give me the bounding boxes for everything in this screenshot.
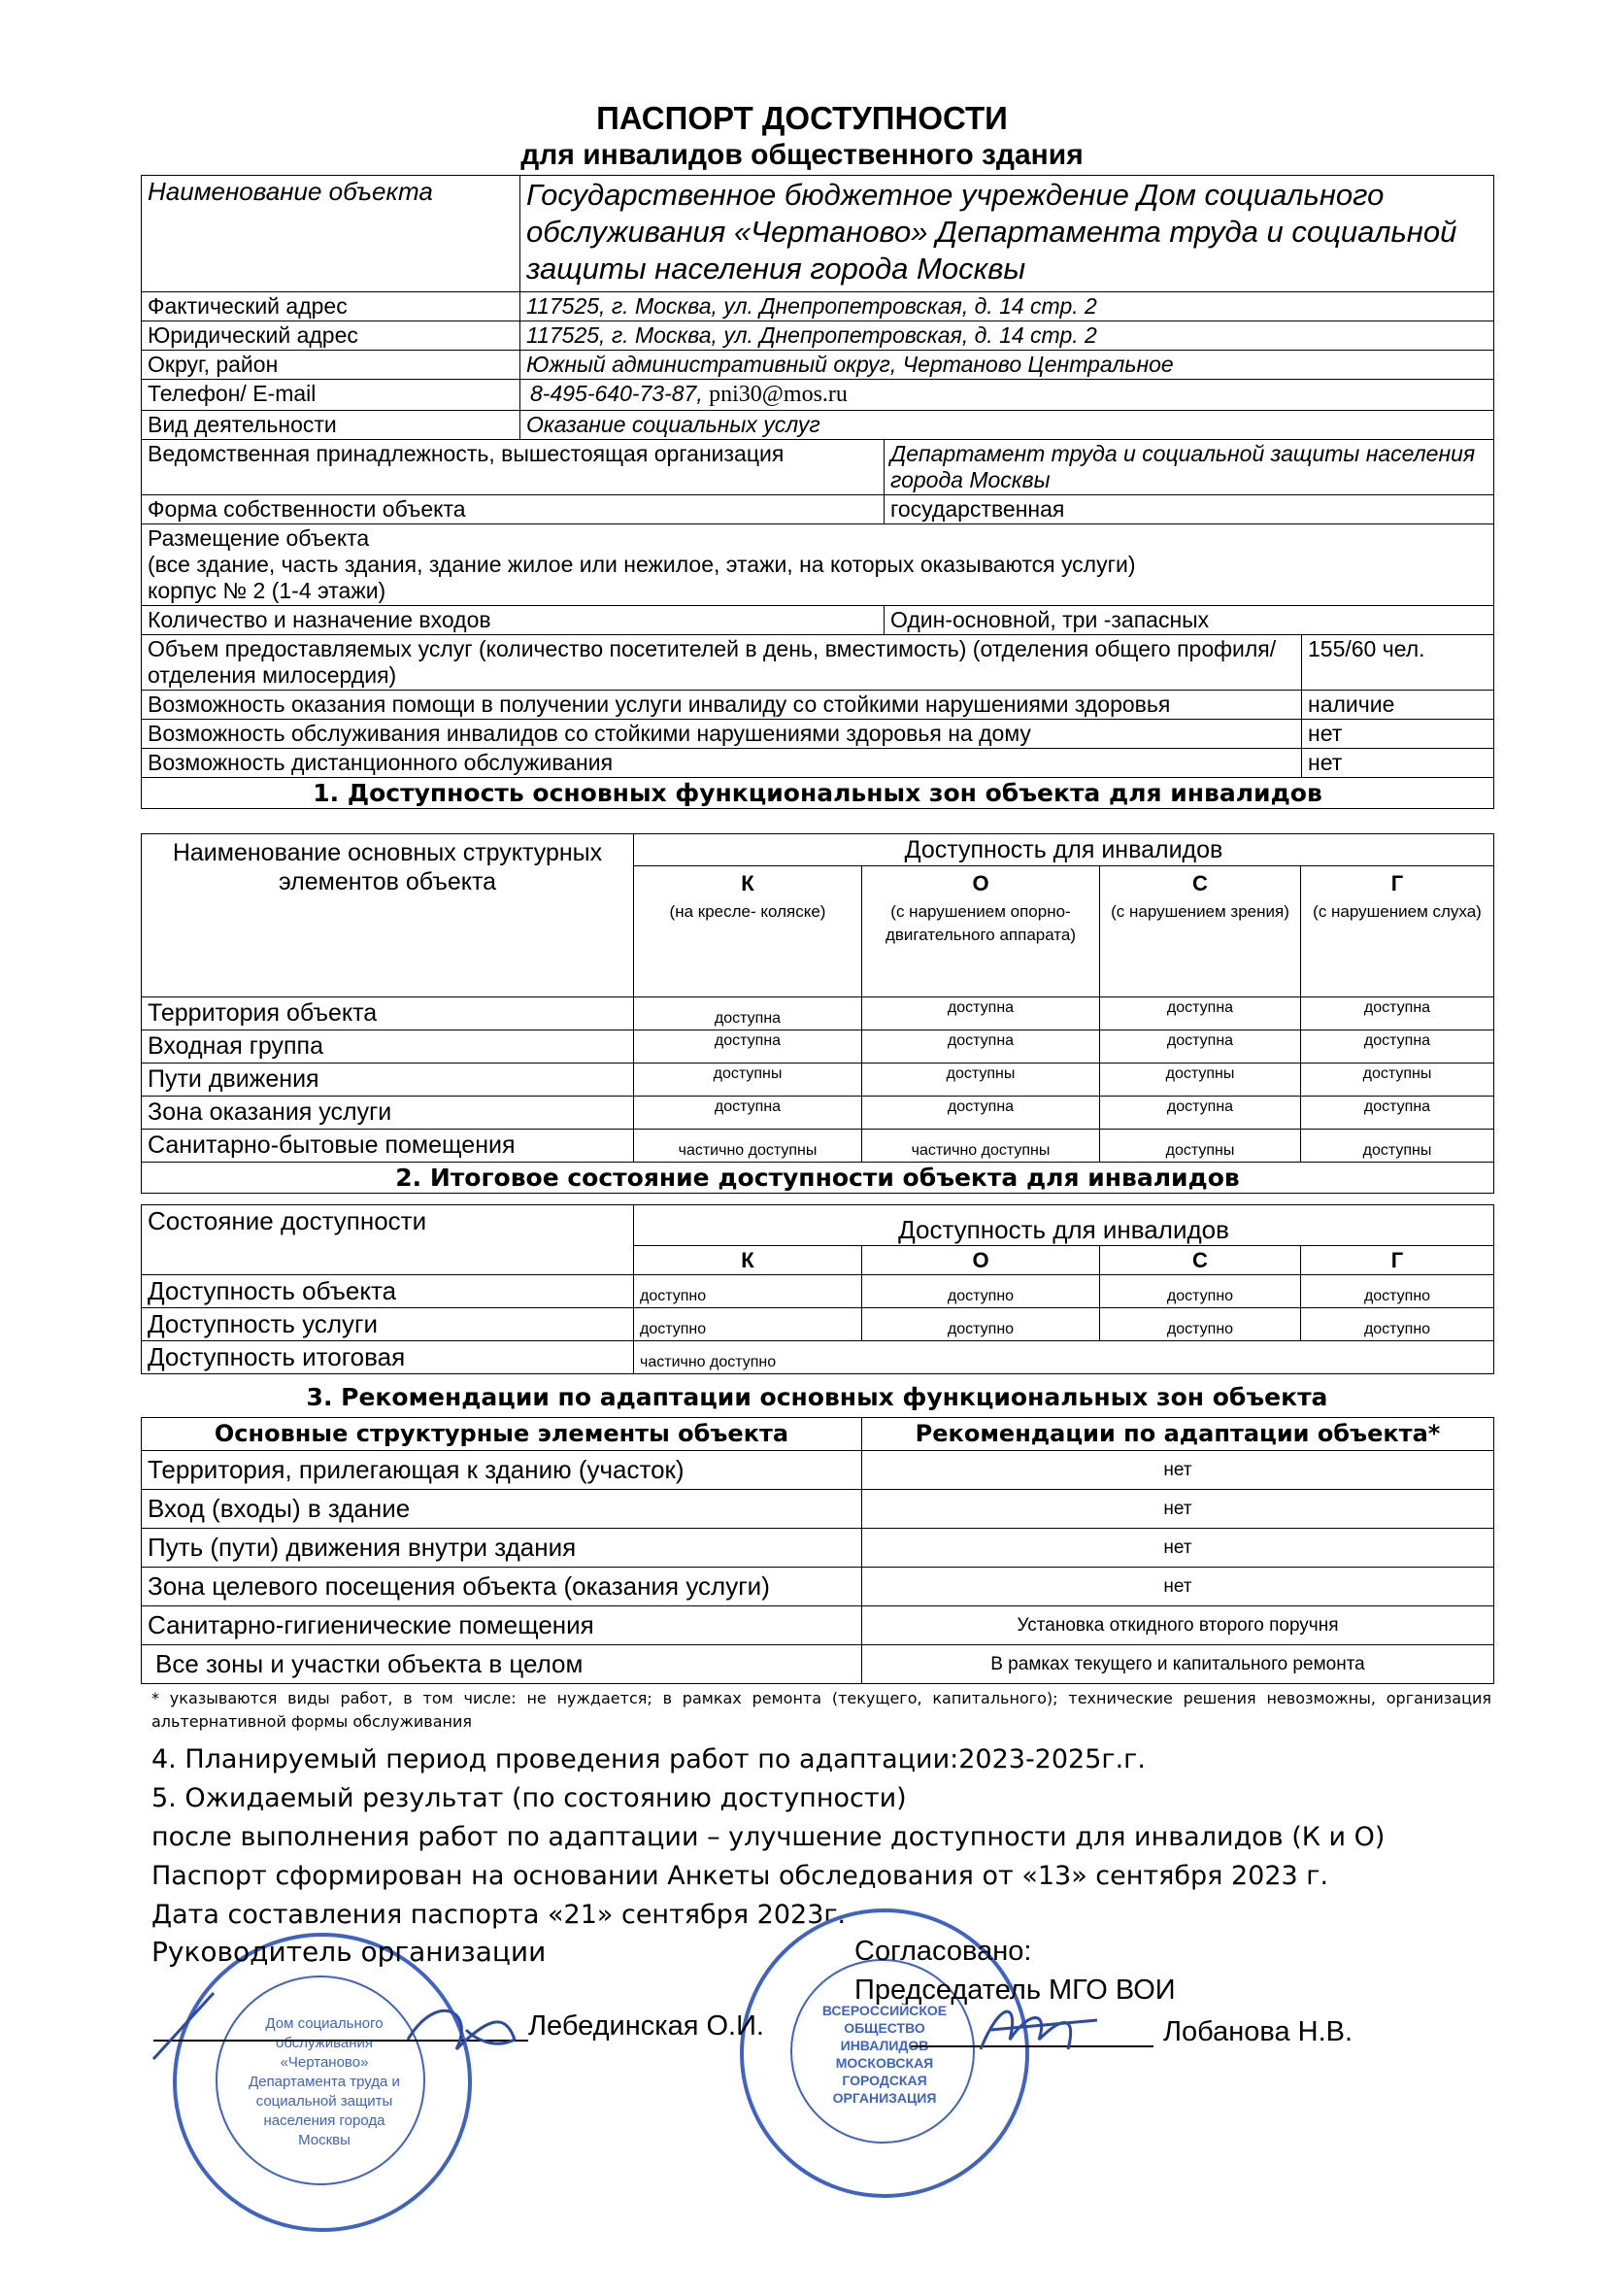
row-value: нет	[862, 1568, 1494, 1606]
row-value: Установка откидного второго поручня	[862, 1606, 1494, 1645]
category-g	[1301, 866, 1494, 997]
row-value: доступно	[1100, 1275, 1301, 1308]
row-name: Зона оказания услуги	[142, 1097, 634, 1130]
row-value: нет	[862, 1490, 1494, 1529]
table-row	[142, 1645, 1494, 1684]
table-row	[142, 1130, 1494, 1163]
section3-col-elements: Основные структурные элементы объекта	[142, 1418, 862, 1451]
row-value: доступно	[1301, 1308, 1494, 1341]
row-value: доступна	[634, 1097, 862, 1130]
right-signer-name: Лобанова Н.В.	[1163, 2016, 1353, 2047]
row-value: доступны	[862, 1064, 1100, 1097]
actual-address-label: Фактический адрес	[142, 292, 520, 321]
object-name-label: Наименование объекта	[142, 176, 520, 292]
category-letter: О	[972, 871, 989, 895]
letter-g: Г	[1301, 1246, 1494, 1275]
document-title: ПАСПОРТ ДОСТУПНОСТИ	[596, 100, 1008, 136]
row-value: частично доступны	[862, 1130, 1100, 1163]
row-name: Территория объекта	[142, 997, 634, 1030]
actual-address-value: 117525, г. Москва, ул. Днепропетровская, д. 14 стр. 2	[520, 292, 1494, 321]
volume-label: Объем предоставляемых услуг (количество посетителей в день, вместимость) (отделения общего профиля/ отделения милосердия)	[142, 635, 1302, 691]
category-desc: (с нарушением опорно-двигательного аппарата)	[885, 902, 1077, 944]
row-name: Доступность объекта	[142, 1275, 634, 1308]
category-s	[1100, 866, 1301, 997]
placement-block	[142, 524, 1494, 606]
section2-title: 2. Итоговое состояние доступности объекта для инвалидов	[142, 1163, 1494, 1194]
stamp-text: ВСЕРОССИЙСКОЕ ОБЩЕСТВО ИНВАЛИДОВ МОСКОВСКАЯ ГОРОДСКАЯ ОРГАНИЗАЦИЯ	[821, 2003, 948, 2106]
table-row	[142, 1275, 1494, 1308]
table-row	[142, 1030, 1494, 1064]
remote-label: Возможность дистанционного обслуживания	[142, 749, 1302, 778]
table-row	[142, 1490, 1494, 1529]
section2-table	[141, 1204, 1494, 1374]
row-name: Пути движения	[142, 1064, 634, 1097]
volume-value: 155/60 чел.	[1302, 635, 1494, 691]
letter-o: О	[862, 1246, 1100, 1275]
table-row	[142, 1606, 1494, 1645]
table-row	[142, 1064, 1494, 1097]
table-row	[142, 1097, 1494, 1130]
row-value: доступна	[1301, 1030, 1494, 1064]
placement-label: Размещение объекта	[148, 525, 370, 551]
row-value: доступно	[862, 1275, 1100, 1308]
letter-s: С	[1100, 1246, 1301, 1275]
district-value: Южный административный округ, Чертаново Центральное	[520, 351, 1494, 380]
expected-result: 5. Ожидаемый результат (по состоянию доступности)	[151, 1783, 907, 1813]
category-desc: (с нарушением слуха)	[1313, 902, 1482, 921]
district-label: Округ, район	[142, 351, 520, 380]
total-value: частично доступно	[634, 1341, 1494, 1374]
affiliation-label: Ведомственная принадлежность, вышестоящая организация	[142, 440, 885, 495]
help-label: Возможность оказания помощи в получении услуги инвалиду со стойкими нарушениями здоровья	[142, 691, 1302, 720]
category-letter: С	[1192, 871, 1208, 895]
row-value: доступны	[1100, 1064, 1301, 1097]
row-value: доступна	[862, 1030, 1100, 1064]
row-value: доступна	[1100, 1030, 1301, 1064]
ownership-label: Форма собственности объекта	[142, 495, 885, 524]
total-label: Доступность итоговая	[142, 1341, 634, 1374]
section1-title: 1. Доступность основных функциональных зон объекта для инвалидов	[142, 778, 1494, 809]
row-value: доступна	[634, 1030, 862, 1064]
row-name: Входная группа	[142, 1030, 634, 1064]
legal-address-value: 117525, г. Москва, ул. Днепропетровская, д. 14 стр. 2	[520, 321, 1494, 351]
row-value: доступна	[1100, 1097, 1301, 1130]
row-value: доступно	[1100, 1308, 1301, 1341]
row-name: Доступность услуги	[142, 1308, 634, 1341]
activity-value: Оказание социальных услуг	[520, 411, 1494, 440]
row-value: доступно	[634, 1308, 862, 1341]
placement-hint: (все здание, часть здания, здание жилое или нежилое, этажи, на которых оказываются услуги)	[148, 552, 1136, 577]
email-value: pni30@mos.ru	[709, 382, 848, 407]
stamp-text: Дом социального обслуживания «Чертаново» Департамента труда и социальной защиты населения города Москвы	[249, 2015, 400, 2148]
table-row	[142, 997, 1494, 1030]
table-row	[142, 1568, 1494, 1606]
right-signature	[971, 1981, 1126, 2069]
category-desc: (на кресле- коляске)	[669, 902, 826, 921]
affiliation-value: Департамент труда и социальной защиты населения города Москвы	[885, 440, 1494, 495]
row-name: Зона целевого посещения объекта (оказания услуги)	[142, 1568, 862, 1606]
table-row	[142, 1308, 1494, 1341]
help-value: наличие	[1302, 691, 1494, 720]
expected-result-detail: после выполнения работ по адаптации – улучшение доступности для инвалидов (К и О)	[151, 1822, 1386, 1852]
footnote: * указываются виды работ, в том числе: не нуждается; в рамках ремонта (текущего, капитального); технические решения невозможны, организация альтернативной формы обслуживания	[151, 1689, 1491, 1731]
section3-table	[141, 1417, 1494, 1684]
row-value: доступны	[1301, 1130, 1494, 1163]
row-name: Вход (входы) в здание	[142, 1490, 862, 1529]
section2-col-access: Доступность для инвалидов	[634, 1205, 1494, 1246]
category-desc: (с нарушением зрения)	[1111, 902, 1289, 921]
phone-value: 8-495-640-73-87,	[530, 381, 703, 406]
home-label: Возможность обслуживания инвалидов со стойкими нарушениями здоровья на дому	[142, 720, 1302, 749]
passport-date: Дата составления паспорта «21» сентября 2023г.	[151, 1900, 847, 1930]
section3-col-recs: Рекомендации по адаптации объекта*	[862, 1418, 1494, 1451]
row-value: доступны	[634, 1064, 862, 1097]
object-name-value: Государственное бюджетное учреждение Дом социального обслуживания «Чертаново» Департамента труда и социальной защиты населения города Москвы	[520, 176, 1494, 292]
section3-title: 3. Рекомендации по адаптации основных функциональных зон объекта	[306, 1383, 1328, 1411]
category-letter: К	[741, 871, 754, 895]
left-signature	[146, 1972, 553, 2088]
row-name: Путь (пути) движения внутри здания	[142, 1529, 862, 1568]
row-value: доступны	[1301, 1064, 1494, 1097]
category-k	[634, 866, 862, 997]
placement-value: корпус № 2 (1-4 этажи)	[148, 578, 386, 603]
right-signer-title1: Согласовано:	[854, 1936, 1032, 1967]
row-name: Санитарно-бытовые помещения	[142, 1130, 634, 1163]
section1-col-access: Доступность для инвалидов	[634, 834, 1494, 866]
table-row	[142, 1529, 1494, 1568]
table-row	[142, 1451, 1494, 1490]
row-value: доступна	[634, 997, 862, 1030]
legal-address-label: Юридический адрес	[142, 321, 520, 351]
row-value: доступна	[862, 997, 1100, 1030]
phone-label: Телефон/ E-mail	[142, 380, 520, 411]
row-value: доступна	[862, 1097, 1100, 1130]
document-subtitle: для инвалидов общественного здания	[520, 139, 1084, 171]
row-value: частично доступны	[634, 1130, 862, 1163]
row-name: Территория, прилегающая к зданию (участок)	[142, 1451, 862, 1490]
entrances-value: Один-основной, три -запасных	[885, 606, 1494, 635]
category-o	[862, 866, 1100, 997]
row-value: доступны	[1100, 1130, 1301, 1163]
left-signer-name: Лебединская О.И.	[528, 2010, 764, 2042]
row-value: доступно	[1301, 1275, 1494, 1308]
home-value: нет	[1302, 720, 1494, 749]
section1-col-elements: Наименование основных структурных элементов объекта	[142, 834, 634, 997]
row-name: Санитарно-гигиенические помещения	[142, 1606, 862, 1645]
remote-value: нет	[1302, 749, 1494, 778]
table-row	[142, 1341, 1494, 1374]
entrances-label: Количество и назначение входов	[142, 606, 885, 635]
activity-label: Вид деятельности	[142, 411, 520, 440]
letter-k: К	[634, 1246, 862, 1275]
ownership-value: государственная	[885, 495, 1494, 524]
row-value: нет	[862, 1451, 1494, 1490]
info-table	[141, 175, 1494, 809]
category-letter: Г	[1390, 871, 1404, 895]
row-value: доступно	[634, 1275, 862, 1308]
right-signer-title2: Председатель МГО ВОИ	[854, 1975, 1176, 2006]
row-value: доступна	[1100, 997, 1301, 1030]
row-name: Все зоны и участки объекта в целом	[142, 1645, 862, 1684]
row-value: нет	[862, 1529, 1494, 1568]
row-value: доступно	[862, 1308, 1100, 1341]
row-value: В рамках текущего и капитального ремонта	[862, 1645, 1494, 1684]
left-signer-title: Руководитель организации	[151, 1936, 547, 1968]
row-value: доступна	[1301, 997, 1494, 1030]
planned-period: 4. Планируемый период проведения работ по адаптации:2023-2025г.г.	[151, 1744, 1146, 1774]
row-value: доступна	[1301, 1097, 1494, 1130]
passport-basis: Паспорт сформирован на основании Анкеты обследования от «13» сентября 2023 г.	[151, 1861, 1329, 1891]
section2-col-state: Состояние доступности	[142, 1205, 634, 1275]
section1-table	[141, 833, 1494, 1194]
